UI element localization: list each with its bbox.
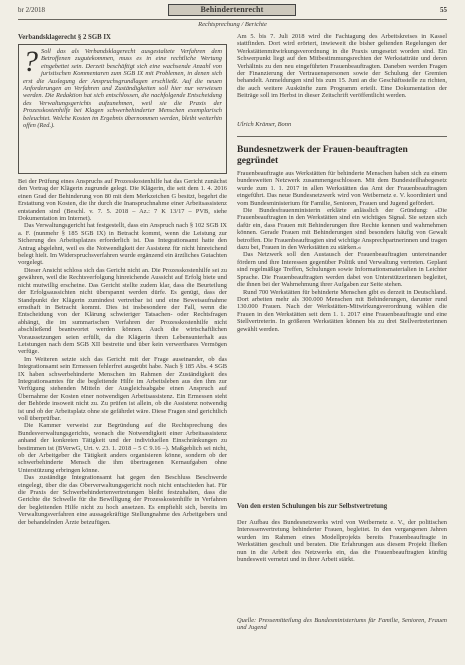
paragraph: Bei der Prüfung eines Anspruchs auf Prozesskostenhilfe hat das Gericht zunächst den Vortrag der Klägerin zugrunde gelegt. Die Klägerin, die seit dem 1. 4. 2016 einen Grad der Behinderung von 80 mit dem Merkzeichen G besitzt, begehrt die Erstattung von Kosten, die ihr durch die Inanspruchnahme einer Arbeitsassistenz entstanden sind (Beschl. v. 7. 5. 2018 – Az.: 7 K 13/17 – PVB, siehe Dokumentation im Internet). bbox=[18, 178, 227, 223]
paragraph: Frauenbeauftragte aus Werkstätten für behinderte Menschen haben sich zu einem bundesweiten Netzwerk zusammengeschlossen. Mit dem Bundesteilhabegesetz wurde zum 1. 1. 2017 in allen Werkstätten das Amt der Frauenbeauftragten eingeführt. Das neue Bundesnetzwerk wird von Weibernetz e. V. koordiniert und vom Bundesministerium für Familie, Senioren, Frauen und Jugend gefördert. bbox=[237, 170, 447, 207]
article-subheading: Von den ersten Schulungen bis zur Selbstvertretung bbox=[237, 503, 388, 510]
right-intro-paragraph bbox=[237, 33, 447, 121]
paragraph: Dieser Ansicht schloss sich das Gericht nicht an. Die Prozesskostenhilfe sei zu gewähren, weil die Rechtsverfolgung hinreichende Aussicht auf Erfolg biete und nicht mutwillig erscheine. Das Gericht stellte zudem klar, dass die Beurteilung der Erfolgsaussichten nicht überspannt werden dürfe. Es genügt, dass der Standpunkt der Klägerin zumindest vertretbar ist und eine Beweisaufnahme ernsthaft in Betracht kommt. Dies ist insbesondere der Fall, wenn die Entscheidung von der Klärung schwieriger Tatsachen- oder Rechtsfragen abhängt, die im summarischen Verfahren der Prozesskostenhilfe nicht abschließend beantwortet werden können. Auch die wirtschaftlichen Voraussetzungen seien erfüllt, da die Klägerin ihren Lebensunterhalt aus Leistungen nach dem SGB XII bestreite und über kein verwertbares Vermögen verfüge. bbox=[18, 266, 227, 356]
journal-title: Behindertenrecht bbox=[168, 4, 296, 16]
author-signature: Ulrich Krämer, Bonn bbox=[237, 121, 292, 128]
article-closing bbox=[237, 519, 447, 615]
paragraph: Die Bundesfrauenministerin erklärte anlässlich der Gründung: »Die Frauenbeauftragten in den Werkstätten sind ein wichtiges Signal. Sie setzen sich dafür ein, dass Frauen mit Behinderungen ihre Rechte kennen und wahrnehmen können. Gerade Frauen mit Behinderungen sind besonders häufig von Gewalt betroffen. Die Frauenbeauftragten sind wichtige Ansprechpartnerinnen und tragen dazu bei, Frauen in den Werkstätten zu stärken.« bbox=[237, 207, 447, 252]
paragraph: Das Verwaltungsgericht hat festgestellt, dass ein Anspruch nach § 102 SGB IX a. F. (nunmehr § 185 SGB IX) in Betracht kommt, wenn die Leistung zur Sicherung des Arbeitsplatzes erforderlich ist. Das Integrationsamt hatte den Antrag abgelehnt, weil es die Notwendigkeit der Assistenz für nicht hinreichend belegt hielt. Im Widerspruchsverfahren wurde ergänzend ein ärztliches Gutachten vorgelegt. bbox=[18, 222, 227, 267]
article-source: Quelle: Pressemitteilung des Bundesministeriums für Familie, Senioren, Frauen und Jugend bbox=[237, 617, 447, 632]
paragraph: Im Weiteren setzte sich das Gericht mit der Frage auseinander, ob das Integrationsamt sein Ermessen fehlerfrei ausgeübt habe. Nach § 185 Abs. 4 SGB IX haben schwerbehinderte Menschen im Rahmen der Zuständigkeit des Integrationsamtes für die begleitende Hilfe im Arbeitsleben aus den ihm zur Verfügung stehenden Mitteln der Ausgleichsabgabe einen Anspruch auf Übernahme der Kosten einer notwendigen Arbeitsassistenz. Ein Ermessen steht der Behörde insoweit nicht zu. Zu prüfen ist allein, ob die Assistenz notwendig ist und ob der Arbeitsplatz ohne sie gefährdet wäre. Diese Fragen sind gerichtlich voll überprüfbar. bbox=[18, 355, 227, 422]
paragraph: Rund 700 Werkstätten für behinderte Menschen gibt es derzeit in Deutschland. Dort arbeiten mehr als 300.000 Menschen mit Behinderungen, darunter rund 130.000 Frauen. Nach der Werkstätten-Mitwirkungsverordnung wählen die Frauen in den Werkstätten seit dem 1. 1. 2017 eine Frauenbeauftragte und eine Stellvertreterin. In größeren Werkstätten können bis zu drei Stellvertreterinnen gewählt werden. bbox=[237, 288, 447, 333]
left-kicker: Verbandsklagerecht § 2 SGB IX bbox=[18, 34, 111, 41]
article-title: Bundesnetzwerk der Frauen-beauftragten gegründet bbox=[237, 145, 408, 166]
dropcap: ? bbox=[23, 45, 38, 78]
article-divider bbox=[237, 136, 447, 137]
section-title: Rechtsprechung / Berichte bbox=[198, 21, 267, 28]
paragraph: Am 5. bis 7. Juli 2018 wird die Fachtagung des Arbeitskreises in Kassel stattfinden. Dort wird erörtert, inwieweit die bisher geltenden Regelungen der Werkstättenmitwirkungsverordnung in die Praxis umgesetzt worden sind. Ein Schwerpunkt liegt auf den Mitbestimmungsrechten der Werkstatträte und deren Verhältnis zu den neu eingeführten Frauenbeauftragten. Daneben werden Fragen der Finanzierung der Vertrauenspersonen sowie der Schulung der Gremien behandelt. Anmeldungen sind bis zum 15. Juni an die Geschäftsstelle zu richten, die auch weitere Auskünfte zum Programm erteilt. Eine Dokumentation der Beiträge soll im Herbst in dieser Zeitschrift veröffentlicht werden. bbox=[237, 33, 447, 100]
paragraph: Das Netzwerk soll den Austausch der Frauenbeauftragten untereinander fördern und ihre Interessen gegenüber Politik und Verwaltung vertreten. Geplant sind regelmäßige Treffen, Schulungen sowie Informationsmaterialien in Leichter Sprache. Die Frauenbeauftragten werden dabei von Unterstützerinnen begleitet, die ihnen bei der Wahrnehmung ihrer Aufgaben zur Seite stehen. bbox=[237, 251, 447, 289]
article-body bbox=[237, 170, 447, 500]
issue-number: br 2/2018 bbox=[18, 6, 46, 14]
editorial-note-text: Soll das als Verbandsklagerecht ausgestaltete Verfahren dem Betroffenen zugutekommen, muss es in eine rechtliche Wertung eingebettet sein. Derzeit beschäftigt sich eine wachsende Anzahl von juristischen Kommentaren zum SGB IX mit Problemen, in denen sich erst die Auslegung der Anspruchsgrundlagen erschließt. Auf die neuen Anforderungen an Verfahren und Zuständigkeiten soll hier nur verwiesen werden. Die Redaktion hat sich entschlossen, die nachfolgende Entscheidung des Verwaltungsgerichts aufzunehmen, weil sie die Praxis der Prozesskostenhilfe bei Klagen schwerbehinderter Menschen exemplarisch beleuchtet. Welche Kosten im Ergebnis übernommen werden, bleibt weiterhin offen (Red.). bbox=[23, 48, 222, 130]
paragraph: Die Kammer verweist zur Begründung auf die Rechtsprechung des Bundesverwaltungsgerichts, wonach die Notwendigkeit einer Arbeitsassistenz anhand der konkreten Tätigkeit und der individuellen Einschränkungen zu bestimmen ist (BVerwG, Urt. v. 23. 1. 2018 – 5 C 9.16 –). Maßgeblich sei nicht, ob der Arbeitgeber die Tätigkeit anders organisieren könne, sondern ob der schwerbehinderte Mensch die ihm übertragenen Kernaufgaben ohne Unterstützung erbringen könne. bbox=[18, 422, 227, 474]
paragraph: Das zuständige Integrationsamt hat gegen den Beschluss Beschwerde eingelegt, über die das Oberverwaltungsgericht noch nicht entschieden hat. Für die Praxis der Schwerbehindertenvertretungen bleibt festzuhalten, dass die Gerichte die Schwelle für die Bewilligung der Prozesskostenhilfe in Verfahren der begleitenden Hilfe nicht zu hoch ansetzen. Es empfiehlt sich, bereits im Verwaltungsverfahren eine aussagekräftige Stellungnahme des Arbeitgebers und der behandelnden Ärzte beizufügen. bbox=[18, 474, 227, 526]
editorial-note-box bbox=[18, 44, 227, 174]
page-number: 55 bbox=[440, 6, 447, 14]
left-column-body bbox=[18, 178, 227, 655]
paragraph: Der Aufbau des Bundesnetzwerks wird von Weibernetz e. V., der politischen Interessenvertretung behinderter Frauen, begleitet. In den vergangenen Jahren wurden im Rahmen eines Modellprojekts bereits Frauenbeauftragte in Werkstätten geschult und beraten. Die Erfahrungen aus diesem Projekt fließen nun in die Arbeit des Netzwerks ein, das die Frauenbeauftragten künftig bundesweit vernetzt und in ihrer Arbeit stärkt. bbox=[237, 519, 447, 564]
header-divider bbox=[18, 19, 447, 20]
